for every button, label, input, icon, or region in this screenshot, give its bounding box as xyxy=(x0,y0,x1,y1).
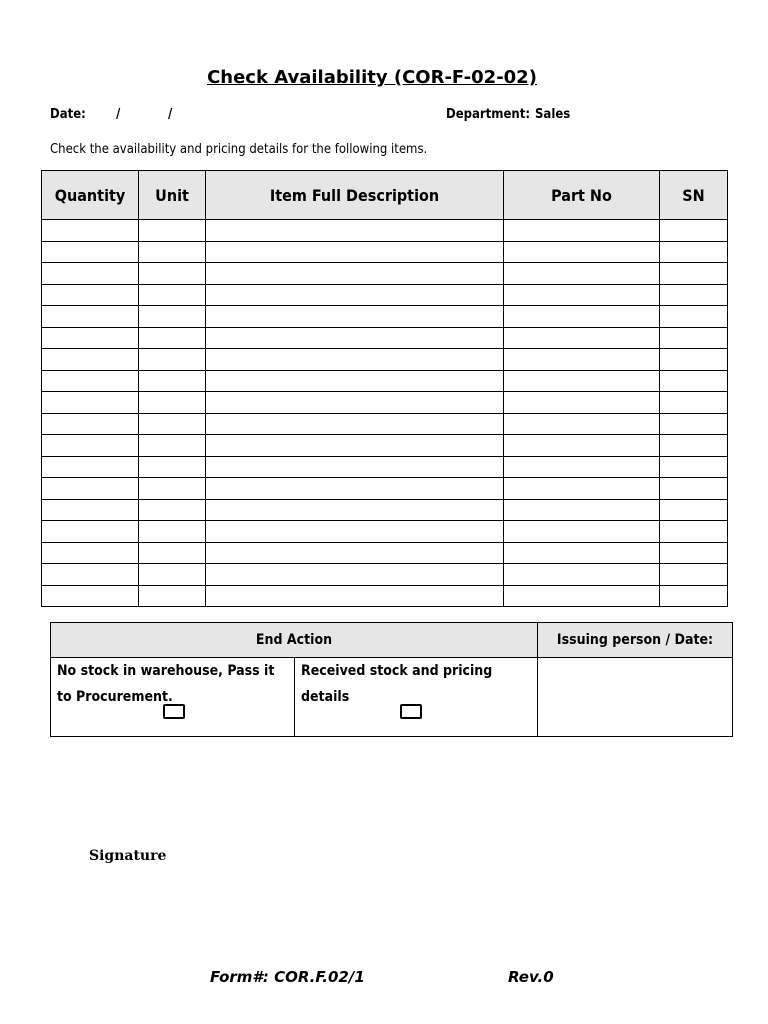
table-cell[interactable] xyxy=(139,413,206,435)
table-cell[interactable] xyxy=(42,370,139,392)
table-cell[interactable] xyxy=(660,456,728,478)
table-cell[interactable] xyxy=(42,220,139,242)
table-cell[interactable] xyxy=(660,413,728,435)
option-no-stock-label: No stock in warehouse, Pass it to Procurement. xyxy=(57,663,275,705)
table-cell[interactable] xyxy=(504,435,660,457)
table-cell[interactable] xyxy=(660,542,728,564)
page-title: Check Availability (COR-F-02-02) xyxy=(207,67,537,88)
table-row xyxy=(42,564,728,586)
table-cell[interactable] xyxy=(139,478,206,500)
checkbox-no-stock[interactable] xyxy=(163,704,185,719)
table-cell[interactable] xyxy=(139,241,206,263)
table-row xyxy=(42,241,728,263)
table-cell[interactable] xyxy=(504,392,660,414)
table-cell[interactable] xyxy=(660,349,728,371)
issuer-field[interactable] xyxy=(538,658,733,737)
table-cell[interactable] xyxy=(660,435,728,457)
signature-label: Signature xyxy=(89,848,167,864)
table-cell[interactable] xyxy=(42,585,139,607)
table-cell[interactable] xyxy=(660,478,728,500)
column-header-description: Item Full Description xyxy=(206,171,504,220)
table-row xyxy=(42,392,728,414)
table-cell[interactable] xyxy=(139,435,206,457)
department-label: Department: xyxy=(446,107,530,122)
table-row xyxy=(42,521,728,543)
table-cell[interactable] xyxy=(504,327,660,349)
table-cell[interactable] xyxy=(139,370,206,392)
date-label: Date: xyxy=(50,107,86,122)
date-separator: / xyxy=(116,107,121,122)
items-table-body xyxy=(42,220,728,607)
table-cell[interactable] xyxy=(504,220,660,242)
table-cell[interactable] xyxy=(139,220,206,242)
table-row xyxy=(42,413,728,435)
table-cell[interactable] xyxy=(42,263,139,285)
table-cell[interactable] xyxy=(206,564,504,586)
table-cell[interactable] xyxy=(504,284,660,306)
table-cell[interactable] xyxy=(206,241,504,263)
option-received-stock-label: Received stock and pricing details xyxy=(301,663,493,705)
table-cell[interactable] xyxy=(139,456,206,478)
table-cell[interactable] xyxy=(504,499,660,521)
table-cell[interactable] xyxy=(139,306,206,328)
table-cell[interactable] xyxy=(504,521,660,543)
table-row xyxy=(42,456,728,478)
table-cell[interactable] xyxy=(42,435,139,457)
form-number: Form#: COR.F.02/1 xyxy=(210,968,365,986)
department-value: Sales xyxy=(535,107,571,122)
column-header-part-no: Part No xyxy=(504,171,660,220)
option-received-stock xyxy=(295,658,538,737)
table-cell[interactable] xyxy=(42,478,139,500)
table-row xyxy=(42,478,728,500)
table-cell[interactable] xyxy=(42,306,139,328)
table-row xyxy=(42,220,728,242)
table-row xyxy=(42,306,728,328)
table-row xyxy=(42,435,728,457)
table-cell[interactable] xyxy=(42,392,139,414)
table-cell[interactable] xyxy=(660,564,728,586)
table-row xyxy=(42,327,728,349)
table-cell[interactable] xyxy=(42,564,139,586)
table-cell[interactable] xyxy=(42,521,139,543)
table-cell[interactable] xyxy=(504,349,660,371)
table-row xyxy=(42,499,728,521)
column-header-unit: Unit xyxy=(139,171,206,220)
table-cell[interactable] xyxy=(139,521,206,543)
table-cell[interactable] xyxy=(206,413,504,435)
table-cell[interactable] xyxy=(660,585,728,607)
table-cell[interactable] xyxy=(206,499,504,521)
table-cell[interactable] xyxy=(42,413,139,435)
instruction-text: Check the availability and pricing details for the following items. xyxy=(50,142,428,157)
table-cell[interactable] xyxy=(139,263,206,285)
table-cell[interactable] xyxy=(42,456,139,478)
table-row xyxy=(42,370,728,392)
column-header-quantity: Quantity xyxy=(42,171,139,220)
table-cell[interactable] xyxy=(206,220,504,242)
table-cell[interactable] xyxy=(206,370,504,392)
table-row xyxy=(42,542,728,564)
table-row xyxy=(42,284,728,306)
table-row xyxy=(42,263,728,285)
table-cell[interactable] xyxy=(660,220,728,242)
option-no-stock xyxy=(51,658,295,737)
table-cell[interactable] xyxy=(206,521,504,543)
table-cell[interactable] xyxy=(206,284,504,306)
table-cell[interactable] xyxy=(42,284,139,306)
table-cell[interactable] xyxy=(504,370,660,392)
table-row xyxy=(42,349,728,371)
table-cell[interactable] xyxy=(139,542,206,564)
table-cell[interactable] xyxy=(139,392,206,414)
date-separator: / xyxy=(168,107,173,122)
table-cell[interactable] xyxy=(139,349,206,371)
table-cell[interactable] xyxy=(206,349,504,371)
column-header-sn: SN xyxy=(660,171,728,220)
table-cell[interactable] xyxy=(504,456,660,478)
table-cell[interactable] xyxy=(42,542,139,564)
items-table-header xyxy=(42,171,728,220)
table-cell[interactable] xyxy=(42,499,139,521)
table-cell[interactable] xyxy=(42,327,139,349)
table-cell[interactable] xyxy=(660,499,728,521)
table-cell[interactable] xyxy=(139,499,206,521)
table-cell[interactable] xyxy=(42,349,139,371)
table-cell[interactable] xyxy=(504,564,660,586)
end-action-header: End Action xyxy=(51,623,538,658)
table-cell[interactable] xyxy=(504,263,660,285)
table-cell[interactable] xyxy=(206,306,504,328)
table-cell[interactable] xyxy=(660,370,728,392)
table-row xyxy=(42,585,728,607)
table-cell[interactable] xyxy=(139,284,206,306)
table-cell[interactable] xyxy=(206,456,504,478)
table-cell[interactable] xyxy=(504,241,660,263)
table-cell[interactable] xyxy=(139,585,206,607)
table-cell[interactable] xyxy=(660,521,728,543)
table-cell[interactable] xyxy=(660,263,728,285)
issuer-header: Issuing person / Date: xyxy=(538,623,733,658)
checkbox-received-stock[interactable] xyxy=(400,704,422,719)
table-cell[interactable] xyxy=(206,478,504,500)
table-cell[interactable] xyxy=(206,435,504,457)
revision: Rev.0 xyxy=(508,968,554,986)
table-cell[interactable] xyxy=(660,392,728,414)
table-cell[interactable] xyxy=(660,241,728,263)
table-cell[interactable] xyxy=(660,306,728,328)
table-cell[interactable] xyxy=(504,542,660,564)
table-cell[interactable] xyxy=(206,327,504,349)
table-cell[interactable] xyxy=(206,392,504,414)
table-cell[interactable] xyxy=(206,585,504,607)
table-cell[interactable] xyxy=(660,284,728,306)
table-cell[interactable] xyxy=(206,542,504,564)
end-action-table xyxy=(50,622,733,737)
table-cell[interactable] xyxy=(504,413,660,435)
table-cell[interactable] xyxy=(504,585,660,607)
items-table xyxy=(41,170,728,607)
table-cell[interactable] xyxy=(660,327,728,349)
table-cell[interactable] xyxy=(206,263,504,285)
table-cell[interactable] xyxy=(42,241,139,263)
table-cell[interactable] xyxy=(504,306,660,328)
table-cell[interactable] xyxy=(504,478,660,500)
table-cell[interactable] xyxy=(139,564,206,586)
table-cell[interactable] xyxy=(139,327,206,349)
